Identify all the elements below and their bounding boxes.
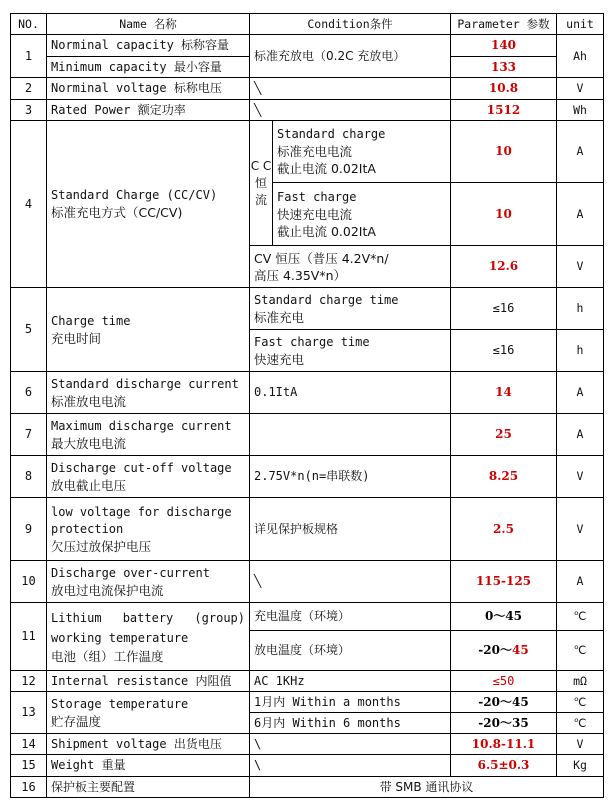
row-14-no: 14: [11, 734, 47, 755]
row-7-name-cn: 最大放电电流: [51, 435, 127, 451]
row-6-unit: A: [557, 372, 604, 414]
row-8: [11, 456, 604, 498]
row-8-condition: 2.75V*n(n=串联数): [250, 456, 451, 498]
row-3-no: 3: [11, 100, 47, 121]
row-6-value: 14: [451, 372, 557, 414]
row-4-cv-line2: 高压 4.35V*n）: [254, 267, 347, 283]
row-1-no: 1: [11, 35, 47, 78]
row-12: [11, 671, 604, 692]
row-4-name-cn: 标准充电方式（CC/CV): [51, 205, 183, 220]
row-12-unit: mΩ: [557, 671, 604, 692]
row-10-value: 115-125: [451, 561, 557, 603]
row-4-fast-unit: A: [557, 183, 604, 246]
row-16-name: 保护板主要配置: [47, 777, 250, 798]
row-6-name-cn: 标准放电电流: [51, 393, 127, 409]
row-4-fast-cut: 截止电流 0.02ItA: [277, 223, 376, 239]
row-7: [11, 414, 604, 456]
row-14-unit: V: [557, 734, 604, 755]
row-7-name-en: Maximum discharge current: [51, 418, 232, 433]
row-11-charge-value-high: 45: [505, 609, 523, 623]
row-4-fast-value: 10: [451, 183, 557, 246]
row-4-fast-cn: 快速充电电流: [277, 206, 353, 222]
row-11-unit-a: ℃: [557, 603, 604, 631]
row-14: [11, 734, 604, 755]
row-5-fast-en: Fast charge time: [254, 334, 370, 349]
row-5a: [11, 288, 604, 330]
row-13-unit-b: ℃: [557, 713, 604, 734]
row-12-name: Internal resistance 内阻值: [47, 671, 250, 692]
row-7-no: 7: [11, 414, 47, 456]
row-12-value: ≤50: [451, 671, 557, 692]
row-13-condition-b: 6月内 Within 6 months: [250, 713, 451, 734]
row-3: [11, 100, 604, 121]
row-10-condition: ╲: [250, 561, 451, 603]
row-9-name-en: low voltage for discharge protection: [51, 504, 232, 536]
row-11-discharge-value-low: -20～: [478, 643, 512, 657]
row-2-condition: ╲: [250, 78, 451, 100]
row-1-condition: 标准充放电（0.2C 充放电）: [250, 35, 451, 78]
row-6-condition: 0.1ItA: [250, 372, 451, 414]
row-6: [11, 372, 604, 414]
row-5-std-condition: [250, 288, 451, 330]
row-3-value: 1512: [451, 100, 557, 121]
row-15-unit: Kg: [557, 755, 604, 777]
row-7-value: 25: [451, 414, 557, 456]
row-15-no: 15: [11, 755, 47, 777]
row-14-name: Shipment voltage 出货电压: [47, 734, 250, 755]
row-2-value: 10.8: [451, 78, 557, 100]
row-4-name: [47, 121, 250, 288]
row-11-name-en: Lithium battery (group) working temperature: [51, 611, 245, 645]
row-11-discharge-condition: 放电温度（环境）: [250, 631, 451, 671]
row-4-cv-condition: [250, 246, 451, 288]
row-8-unit: V: [557, 456, 604, 498]
row-13-value-b: -20～35: [451, 713, 557, 734]
row-6-name-en: Standard discharge current: [51, 376, 239, 391]
row-16-no: 16: [11, 777, 47, 798]
row-13-name-cn: 贮存温度: [51, 713, 102, 729]
row-10-name-cn: 放电过电流保护电流: [51, 582, 164, 598]
row-7-name: [47, 414, 250, 456]
header-no: NO.: [11, 14, 47, 35]
row-2-name: Norminal voltage 标称电压: [47, 78, 250, 100]
row-11-name-cn: 电池（组）工作温度: [51, 649, 164, 664]
row-5-std-cn: 标准充电: [254, 309, 305, 325]
row-12-condition: AC 1KHz: [250, 671, 451, 692]
row-11-charge-value: [451, 603, 557, 631]
row-4-cv-line1: CV 恒压（普压 4.2V*n/: [254, 250, 389, 266]
row-1-value-b: 133: [451, 57, 557, 78]
row-1-value-a: 140: [451, 35, 557, 57]
row-4-std-cn: 标准充电电流: [277, 144, 353, 159]
row-13a: [11, 692, 604, 713]
row-8-name: [47, 456, 250, 498]
row-1a: [11, 35, 604, 57]
row-9-name-cn: 欠压过放保护电压: [51, 538, 152, 554]
row-2: [11, 78, 604, 100]
row-4-std-condition: [273, 121, 451, 183]
row-15-condition: \: [250, 755, 451, 777]
row-4-fast-condition: [273, 183, 451, 246]
row-6-no: 6: [11, 372, 47, 414]
row-5-std-value: ≤16: [451, 288, 557, 330]
battery-spec-table: [10, 13, 604, 798]
row-13-unit-a: ℃: [557, 692, 604, 713]
row-1-name-a: Norminal capacity 标称容量: [47, 35, 250, 57]
row-9-unit: V: [557, 498, 604, 561]
row-15-value: 6.5±0.3: [451, 755, 557, 777]
row-9-name: [47, 498, 250, 561]
row-4-cc-label: C C 恒 流: [250, 121, 273, 246]
row-11-charge-value-low: 0～: [484, 609, 506, 623]
row-5-fast-value: ≤16: [451, 330, 557, 372]
row-5-name: [47, 288, 250, 372]
row-16: [11, 777, 604, 798]
row-14-condition: \: [250, 734, 451, 755]
header-parameter: Parameter 参数: [451, 14, 557, 35]
row-4-std-en: Standard charge: [277, 127, 386, 141]
row-5-fast-cn: 快速充电: [254, 351, 305, 367]
row-12-no: 12: [11, 671, 47, 692]
row-8-name-cn: 放电截止电压: [51, 477, 127, 493]
row-15-name: Weight 重量: [47, 755, 250, 777]
row-9-condition: 详见保护板规格: [250, 498, 451, 561]
row-4-fast-en: Fast charge: [277, 189, 357, 204]
row-4-no: 4: [11, 121, 47, 288]
header-unit: unit: [557, 14, 604, 35]
row-15: [11, 755, 604, 777]
row-8-value: 8.25: [451, 456, 557, 498]
header-condition: Condition条件: [250, 14, 451, 35]
row-5-fast-unit: h: [557, 330, 604, 372]
row-3-condition: ╲: [250, 100, 451, 121]
row-14-value: 10.8-11.1: [451, 734, 557, 755]
row-10-unit: A: [557, 561, 604, 603]
row-6-name: [47, 372, 250, 414]
row-10-name-en: Discharge over-current: [51, 565, 210, 580]
row-10-name: [47, 561, 250, 603]
row-7-condition: [250, 414, 451, 456]
row-13-condition-a: 1月内 Within a months: [250, 692, 451, 713]
row-4-cv-unit: V: [557, 246, 604, 288]
row-13-no: 13: [11, 692, 47, 734]
row-1-name-b: Minimum capacity 最小容量: [47, 57, 250, 78]
row-3-name: Rated Power 额定功率: [47, 100, 250, 121]
row-5-std-unit: h: [557, 288, 604, 330]
row-13-value-a: -20～45: [451, 692, 557, 713]
row-11-discharge-value: [451, 631, 557, 671]
row-4-std-value: 10: [451, 121, 557, 183]
row-16-condition: 带 SMB 通讯协议: [250, 777, 604, 798]
header-row: [11, 14, 604, 35]
row-8-no: 8: [11, 456, 47, 498]
row-5-name-cn: 充电时间: [51, 330, 102, 346]
row-7-unit: A: [557, 414, 604, 456]
row-5-name-en: Charge time: [51, 313, 131, 328]
row-8-name-en: Discharge cut-off voltage: [51, 460, 232, 475]
row-9: [11, 498, 604, 561]
row-4-cv-value: 12.6: [451, 246, 557, 288]
row-11a: [11, 603, 604, 631]
row-10: [11, 561, 604, 603]
row-11-discharge-value-high: 45: [511, 643, 529, 657]
row-11-charge-condition: 充电温度（环境）: [250, 603, 451, 631]
row-4-std-cut: 截止电流 0.02ItA: [277, 161, 376, 176]
row-2-unit: V: [557, 78, 604, 100]
row-5-std-en: Standard charge time: [254, 292, 399, 307]
row-5-fast-condition: [250, 330, 451, 372]
header-name: Name 名称: [47, 14, 250, 35]
row-3-unit: Wh: [557, 100, 604, 121]
row-13-name: [47, 692, 250, 734]
row-10-no: 10: [11, 561, 47, 603]
row-11-no: 11: [11, 603, 47, 671]
row-9-value: 2.5: [451, 498, 557, 561]
row-4a: [11, 121, 604, 183]
row-11-unit-b: ℃: [557, 631, 604, 671]
row-9-no: 9: [11, 498, 47, 561]
row-11-name: [47, 603, 250, 671]
row-2-no: 2: [11, 78, 47, 100]
row-1-unit: Ah: [557, 35, 604, 78]
row-5-no: 5: [11, 288, 47, 372]
row-4-std-unit: A: [557, 121, 604, 183]
row-13-name-en: Storage temperature: [51, 696, 189, 711]
row-4-name-en: Standard Charge (CC/CV): [51, 188, 218, 202]
